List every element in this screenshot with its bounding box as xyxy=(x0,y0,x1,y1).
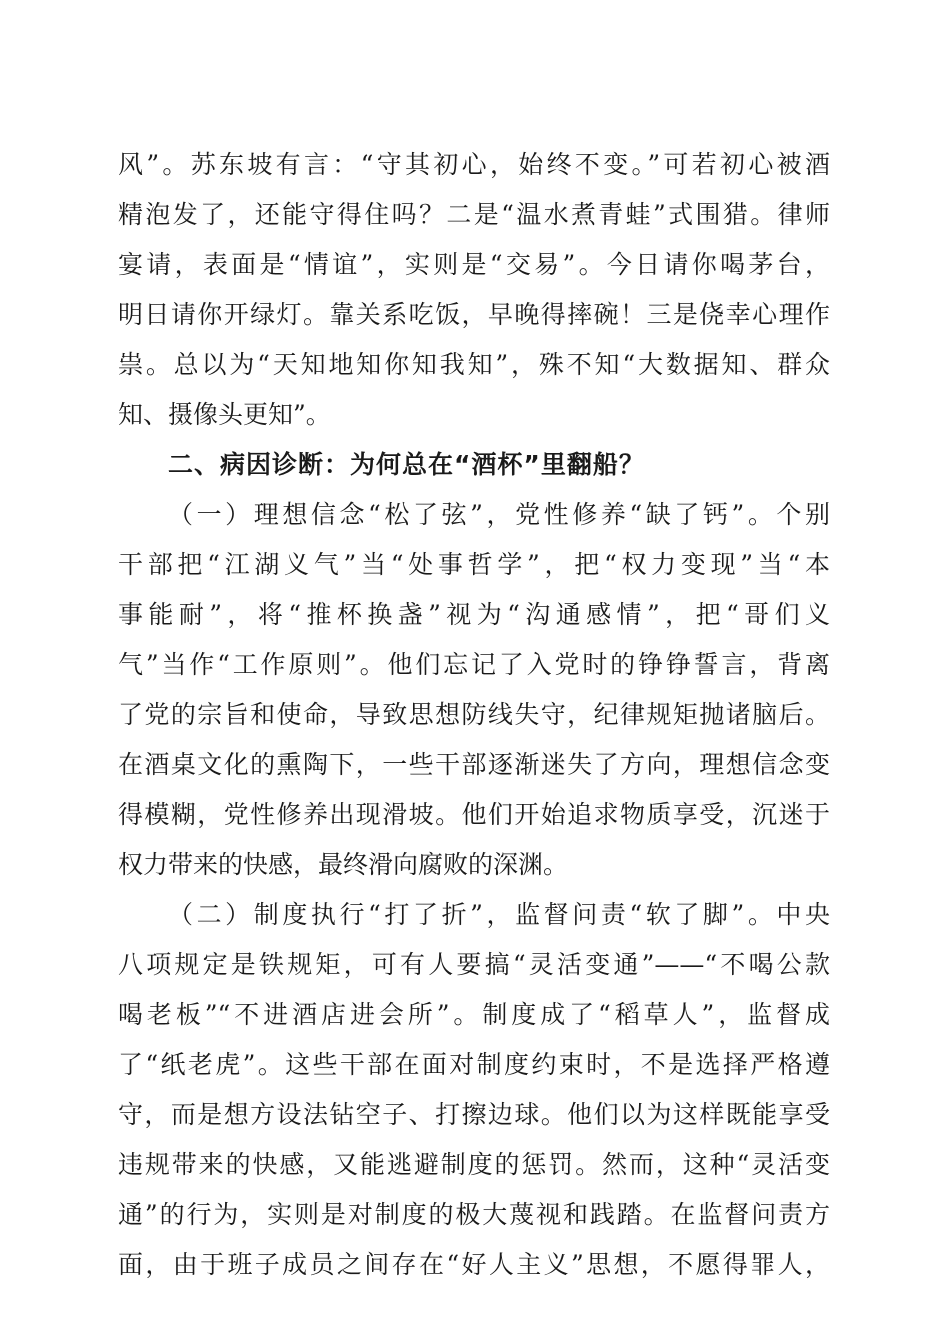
document-body xyxy=(118,140,830,1290)
text-line: 明日请你开绿灯。靠关系吃饭，早晚得摔碗！三是侥幸心理作 xyxy=(118,300,830,329)
text-line: （二）制度执行“打了折”，监督问责“软了脚”。中央 xyxy=(168,900,830,929)
text-line: 祟。总以为“天知地知你知我知”，殊不知“大数据知、群众 xyxy=(118,350,830,379)
text-line: 宴请，表面是“情谊”，实则是“交易”。今日请你喝茅台， xyxy=(118,250,830,279)
text-line: （一）理想信念“松了弦”，党性修养“缺了钙”。个别 xyxy=(168,500,830,529)
text-line: 气”当作“工作原则”。他们忘记了入党时的铮铮誓言，背离 xyxy=(118,650,830,679)
text-line: 违规带来的快感，又能逃避制度的惩罚。然而，这种“灵活变 xyxy=(118,1150,830,1179)
text-line: 风”。苏东坡有言：“守其初心，始终不变。”可若初心被酒 xyxy=(118,150,830,179)
text-line: 面，由于班子成员之间存在“好人主义”思想，不愿得罪人， xyxy=(118,1250,830,1279)
text-line: 事能耐”，将“推杯换盏”视为“沟通感情”，把“哥们义 xyxy=(118,600,830,629)
text-line: 得模糊，党性修养出现滑坡。他们开始追求物质享受，沉迷于 xyxy=(118,800,830,829)
text-line: 守，而是想方设法钻空子、打擦边球。他们以为这样既能享受 xyxy=(118,1100,830,1129)
text-line: 了党的宗旨和使命，导致思想防线失守，纪律规矩抛诸脑后。 xyxy=(118,700,830,729)
text-line: 八项规定是铁规矩，可有人要搞“灵活变通”——“不喝公款 xyxy=(118,950,830,979)
text-line: 通”的行为，实则是对制度的极大蔑视和践踏。在监督问责方 xyxy=(118,1200,830,1229)
paragraph-ideals xyxy=(118,490,830,890)
paragraph-system xyxy=(118,890,830,1290)
intro-paragraph xyxy=(118,140,830,440)
text-line: 喝老板”“不进酒店进会所”。制度成了“稻草人”，监督成 xyxy=(118,1000,830,1029)
text-line: 精泡发了，还能守得住吗？二是“温水煮青蛙”式围猎。律师 xyxy=(118,200,830,229)
text-line: 权力带来的快感，最终滑向腐败的深渊。 xyxy=(118,850,569,879)
text-line: 了“纸老虎”。这些干部在面对制度约束时，不是选择严格遵 xyxy=(118,1050,830,1079)
text-line: 在酒桌文化的熏陶下，一些干部逐渐迷失了方向，理想信念变 xyxy=(118,750,830,779)
text-line: 干部把“江湖义气”当“处事哲学”，把“权力变现”当“本 xyxy=(118,550,830,579)
section-heading: 二、病因诊断：为何总在“酒杯”里翻船？ xyxy=(168,450,645,479)
text-line: 知、摄像头更知”。 xyxy=(118,400,331,429)
